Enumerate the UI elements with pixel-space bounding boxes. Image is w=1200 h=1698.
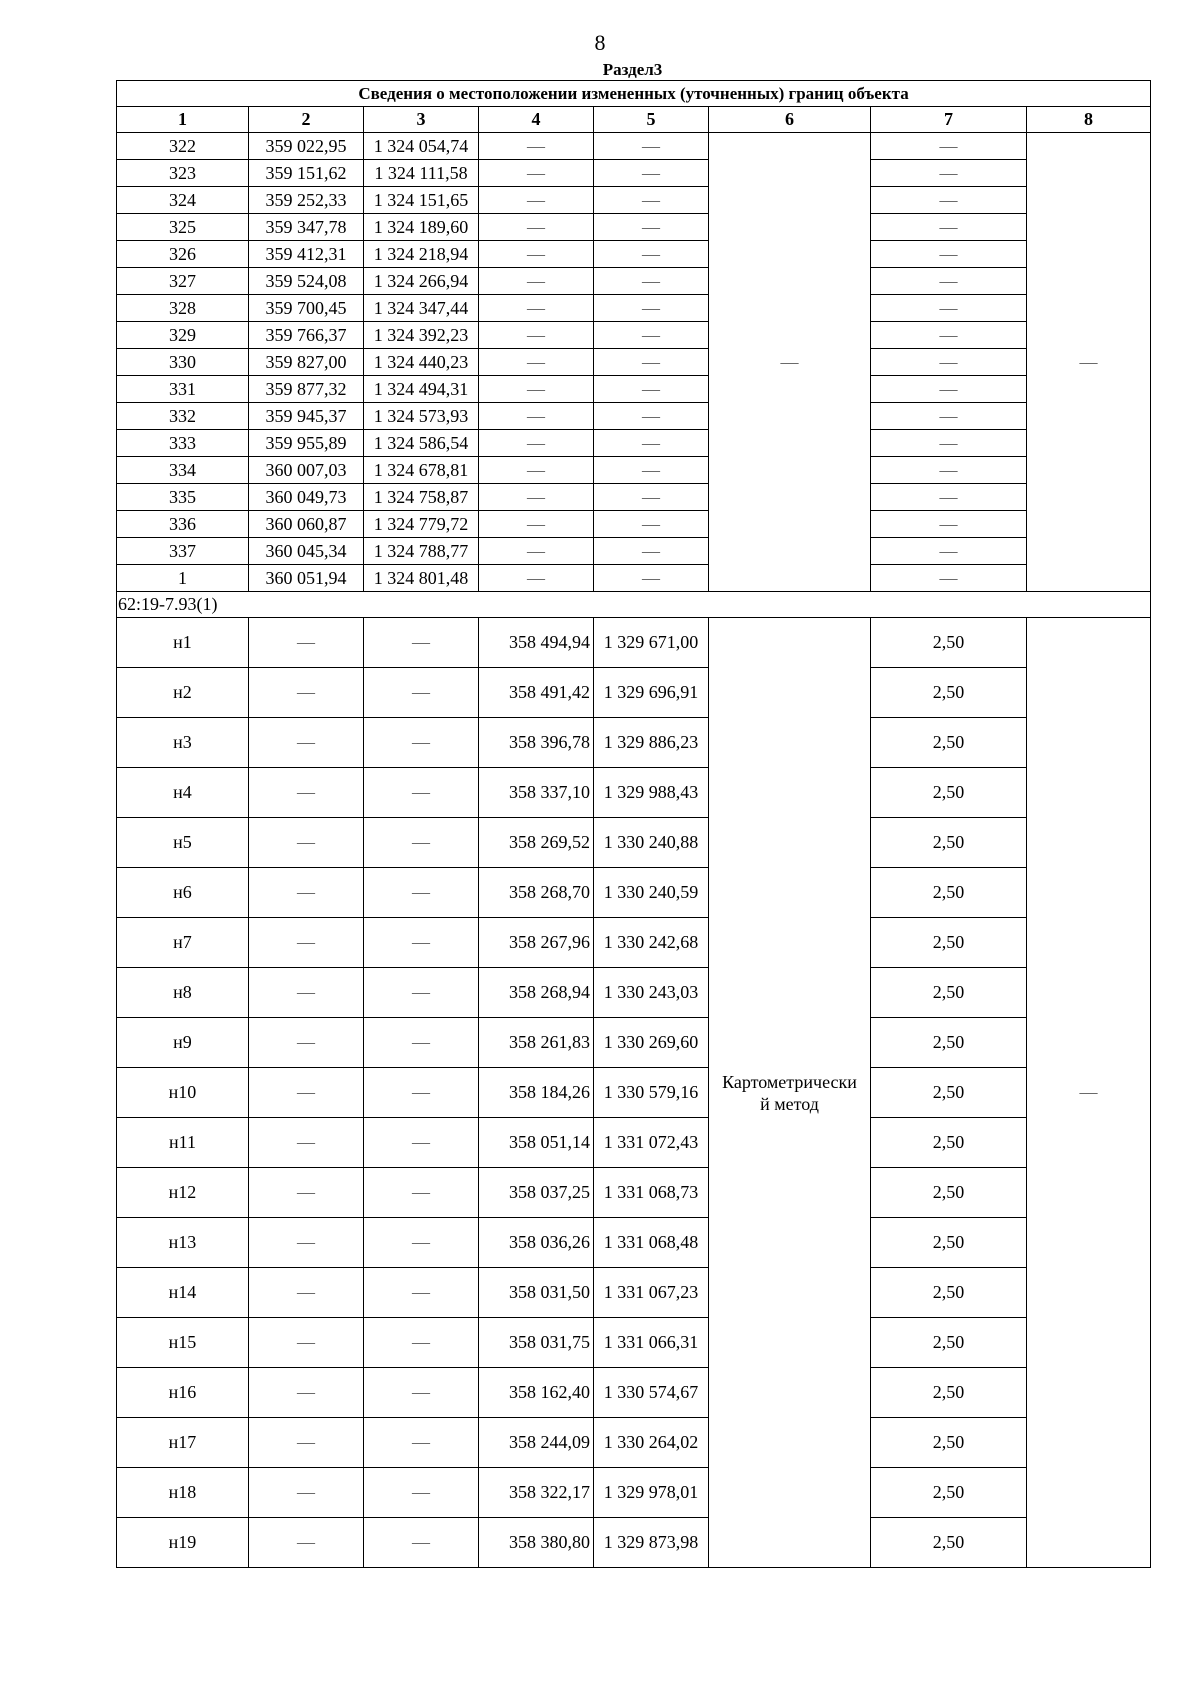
old-x-cell: 359 151,62: [249, 160, 364, 187]
table-row: [117, 1168, 1151, 1218]
new-x-cell: —: [479, 349, 594, 376]
old-y-cell: —: [364, 1318, 479, 1368]
point-number-cell: 331: [117, 376, 249, 403]
table-row: [117, 565, 1151, 592]
old-y-cell: 1 324 779,72: [364, 511, 479, 538]
accuracy-cell: 2,50: [871, 1318, 1027, 1368]
point-number-cell: н17: [117, 1418, 249, 1468]
new-y-cell: 1 331 068,48: [594, 1218, 709, 1268]
accuracy-cell: 2,50: [871, 1168, 1027, 1218]
point-number-cell: н12: [117, 1168, 249, 1218]
new-y-cell: 1 330 264,02: [594, 1418, 709, 1468]
accuracy-cell: 2,50: [871, 1368, 1027, 1418]
point-number-cell: 1: [117, 565, 249, 592]
old-y-cell: —: [364, 868, 479, 918]
new-x-cell: 358 051,14: [479, 1118, 594, 1168]
old-y-cell: —: [364, 668, 479, 718]
point-number-cell: 323: [117, 160, 249, 187]
point-number-cell: н4: [117, 768, 249, 818]
table-row: [117, 1218, 1151, 1268]
point-number-cell: н2: [117, 668, 249, 718]
accuracy-cell: 2,50: [871, 1218, 1027, 1268]
point-number-cell: н9: [117, 1018, 249, 1068]
new-x-cell: 358 337,10: [479, 768, 594, 818]
new-y-cell: —: [594, 457, 709, 484]
column-header: 6: [709, 107, 871, 133]
column-header: 8: [1027, 107, 1151, 133]
table-row: [117, 1068, 1151, 1118]
old-y-cell: 1 324 586,54: [364, 430, 479, 457]
table-row: [117, 818, 1151, 868]
new-y-cell: 1 330 240,59: [594, 868, 709, 918]
new-y-cell: —: [594, 187, 709, 214]
new-x-cell: 358 322,17: [479, 1468, 594, 1518]
new-y-cell: —: [594, 322, 709, 349]
table-row: [117, 214, 1151, 241]
old-y-cell: —: [364, 718, 479, 768]
table-row: [117, 511, 1151, 538]
accuracy-cell: —: [871, 133, 1027, 160]
accuracy-cell: 2,50: [871, 1518, 1027, 1568]
old-x-cell: 359 945,37: [249, 403, 364, 430]
table-row: [117, 484, 1151, 511]
description-cell: —: [1027, 618, 1151, 1568]
accuracy-cell: 2,50: [871, 1268, 1027, 1318]
point-number-cell: н15: [117, 1318, 249, 1368]
table-row: [117, 668, 1151, 718]
table-row: [117, 868, 1151, 918]
new-x-cell: —: [479, 430, 594, 457]
new-y-cell: —: [594, 268, 709, 295]
new-y-cell: —: [594, 484, 709, 511]
old-y-cell: 1 324 266,94: [364, 268, 479, 295]
old-x-cell: —: [249, 868, 364, 918]
old-y-cell: 1 324 573,93: [364, 403, 479, 430]
old-y-cell: 1 324 218,94: [364, 241, 479, 268]
new-y-cell: —: [594, 241, 709, 268]
accuracy-cell: —: [871, 187, 1027, 214]
old-y-cell: —: [364, 1018, 479, 1068]
new-y-cell: —: [594, 430, 709, 457]
old-y-cell: —: [364, 968, 479, 1018]
old-x-cell: 359 252,33: [249, 187, 364, 214]
old-y-cell: —: [364, 1368, 479, 1418]
accuracy-cell: —: [871, 403, 1027, 430]
parcel-label: 62:19-7.93(1): [117, 592, 1151, 618]
new-y-cell: —: [594, 403, 709, 430]
new-x-cell: 358 031,50: [479, 1268, 594, 1318]
point-number-cell: н11: [117, 1118, 249, 1168]
old-x-cell: —: [249, 1468, 364, 1518]
point-number-cell: н18: [117, 1468, 249, 1518]
point-number-cell: н13: [117, 1218, 249, 1268]
new-y-cell: 1 331 068,73: [594, 1168, 709, 1218]
table-row: [117, 403, 1151, 430]
old-y-cell: —: [364, 618, 479, 668]
old-x-cell: —: [249, 1218, 364, 1268]
point-number-cell: 335: [117, 484, 249, 511]
new-y-cell: 1 329 671,00: [594, 618, 709, 668]
new-y-cell: 1 330 574,67: [594, 1368, 709, 1418]
new-x-cell: 358 269,52: [479, 818, 594, 868]
new-y-cell: 1 331 072,43: [594, 1118, 709, 1168]
new-x-cell: 358 268,94: [479, 968, 594, 1018]
table-row: [117, 718, 1151, 768]
point-number-cell: 325: [117, 214, 249, 241]
table-row: [117, 1518, 1151, 1568]
old-x-cell: —: [249, 1418, 364, 1468]
old-y-cell: —: [364, 1418, 479, 1468]
old-y-cell: —: [364, 1268, 479, 1318]
old-x-cell: —: [249, 668, 364, 718]
old-x-cell: 360 049,73: [249, 484, 364, 511]
accuracy-cell: 2,50: [871, 718, 1027, 768]
old-x-cell: 360 060,87: [249, 511, 364, 538]
new-x-cell: —: [479, 268, 594, 295]
new-y-cell: 1 329 978,01: [594, 1468, 709, 1518]
point-number-cell: н8: [117, 968, 249, 1018]
new-y-cell: 1 329 886,23: [594, 718, 709, 768]
new-x-cell: —: [479, 160, 594, 187]
new-y-cell: —: [594, 376, 709, 403]
old-x-cell: —: [249, 818, 364, 868]
new-x-cell: 358 268,70: [479, 868, 594, 918]
old-x-cell: 359 347,78: [249, 214, 364, 241]
accuracy-cell: 2,50: [871, 868, 1027, 918]
old-x-cell: —: [249, 1068, 364, 1118]
point-number-cell: н1: [117, 618, 249, 668]
old-x-cell: —: [249, 718, 364, 768]
table-row: [117, 1418, 1151, 1468]
old-y-cell: —: [364, 1068, 479, 1118]
old-x-cell: —: [249, 1318, 364, 1368]
point-number-cell: н19: [117, 1518, 249, 1568]
old-x-cell: —: [249, 618, 364, 668]
old-x-cell: 359 524,08: [249, 268, 364, 295]
old-y-cell: 1 324 440,23: [364, 349, 479, 376]
old-x-cell: 359 412,31: [249, 241, 364, 268]
new-x-cell: —: [479, 403, 594, 430]
old-x-cell: —: [249, 1368, 364, 1418]
old-x-cell: —: [249, 768, 364, 818]
old-x-cell: —: [249, 1118, 364, 1168]
section-label: Раздел3: [602, 60, 663, 79]
new-x-cell: —: [479, 133, 594, 160]
method-cell: —: [709, 133, 871, 592]
new-x-cell: 358 031,75: [479, 1318, 594, 1368]
accuracy-cell: —: [871, 484, 1027, 511]
new-y-cell: 1 329 988,43: [594, 768, 709, 818]
new-y-cell: 1 330 269,60: [594, 1018, 709, 1068]
accuracy-cell: 2,50: [871, 968, 1027, 1018]
old-x-cell: 360 051,94: [249, 565, 364, 592]
point-number-cell: н16: [117, 1368, 249, 1418]
column-header: 5: [594, 107, 709, 133]
accuracy-cell: —: [871, 322, 1027, 349]
old-y-cell: —: [364, 1168, 479, 1218]
table-row: [117, 133, 1151, 160]
new-x-cell: —: [479, 187, 594, 214]
table-row: [117, 1018, 1151, 1068]
accuracy-cell: —: [871, 511, 1027, 538]
old-x-cell: 359 955,89: [249, 430, 364, 457]
point-number-cell: 328: [117, 295, 249, 322]
table-row: [117, 187, 1151, 214]
point-number-cell: н7: [117, 918, 249, 968]
accuracy-cell: 2,50: [871, 1418, 1027, 1468]
old-x-cell: 359 877,32: [249, 376, 364, 403]
header-row: [117, 107, 1151, 133]
new-y-cell: —: [594, 160, 709, 187]
new-y-cell: 1 330 242,68: [594, 918, 709, 968]
old-y-cell: —: [364, 1518, 479, 1568]
new-x-cell: 358 184,26: [479, 1068, 594, 1118]
point-number-cell: 329: [117, 322, 249, 349]
accuracy-cell: —: [871, 241, 1027, 268]
old-x-cell: 359 700,45: [249, 295, 364, 322]
table-row: [117, 618, 1151, 668]
accuracy-cell: —: [871, 295, 1027, 322]
accuracy-cell: 2,50: [871, 668, 1027, 718]
old-x-cell: 359 022,95: [249, 133, 364, 160]
old-y-cell: 1 324 801,48: [364, 565, 479, 592]
point-number-cell: 322: [117, 133, 249, 160]
new-x-cell: —: [479, 565, 594, 592]
table-row: [117, 241, 1151, 268]
new-y-cell: 1 329 696,91: [594, 668, 709, 718]
description-cell: —: [1027, 133, 1151, 592]
accuracy-cell: 2,50: [871, 768, 1027, 818]
old-x-cell: 359 827,00: [249, 349, 364, 376]
old-x-cell: —: [249, 1268, 364, 1318]
old-x-cell: 359 766,37: [249, 322, 364, 349]
accuracy-cell: 2,50: [871, 1468, 1027, 1518]
old-y-cell: —: [364, 918, 479, 968]
new-x-cell: 358 162,40: [479, 1368, 594, 1418]
new-x-cell: 358 491,42: [479, 668, 594, 718]
parcel-label-row: [117, 592, 1151, 618]
table-row: [117, 376, 1151, 403]
point-number-cell: 333: [117, 430, 249, 457]
old-y-cell: 1 324 054,74: [364, 133, 479, 160]
new-y-cell: 1 331 066,31: [594, 1318, 709, 1368]
table-title: Сведения о местоположении измененных (уточненных) границ объекта: [117, 81, 1151, 107]
old-y-cell: —: [364, 768, 479, 818]
old-x-cell: —: [249, 968, 364, 1018]
new-y-cell: —: [594, 349, 709, 376]
accuracy-cell: —: [871, 538, 1027, 565]
old-y-cell: 1 324 788,77: [364, 538, 479, 565]
new-x-cell: —: [479, 214, 594, 241]
old-y-cell: 1 324 678,81: [364, 457, 479, 484]
new-x-cell: 358 261,83: [479, 1018, 594, 1068]
method-cell: Картометрически й метод: [709, 618, 871, 1568]
point-number-cell: 336: [117, 511, 249, 538]
point-number-cell: н14: [117, 1268, 249, 1318]
table-row: [117, 349, 1151, 376]
new-x-cell: —: [479, 484, 594, 511]
table-row: [117, 295, 1151, 322]
accuracy-cell: 2,50: [871, 818, 1027, 868]
table-row: [117, 1468, 1151, 1518]
new-x-cell: 358 380,80: [479, 1518, 594, 1568]
table-row: [117, 160, 1151, 187]
table-row: [117, 457, 1151, 484]
new-x-cell: 358 396,78: [479, 718, 594, 768]
accuracy-cell: —: [871, 430, 1027, 457]
accuracy-cell: 2,50: [871, 618, 1027, 668]
accuracy-cell: 2,50: [871, 1118, 1027, 1168]
table-row: [117, 1368, 1151, 1418]
new-y-cell: 1 330 243,03: [594, 968, 709, 1018]
table-row: [117, 1318, 1151, 1368]
new-y-cell: 1 329 873,98: [594, 1518, 709, 1568]
point-number-cell: 327: [117, 268, 249, 295]
new-x-cell: —: [479, 322, 594, 349]
column-header: 4: [479, 107, 594, 133]
table-row: [117, 968, 1151, 1018]
new-x-cell: —: [479, 295, 594, 322]
accuracy-cell: —: [871, 214, 1027, 241]
table-row: [117, 918, 1151, 968]
accuracy-cell: —: [871, 160, 1027, 187]
point-number-cell: н10: [117, 1068, 249, 1118]
old-y-cell: —: [364, 1468, 479, 1518]
new-y-cell: —: [594, 511, 709, 538]
table-row: [117, 538, 1151, 565]
old-x-cell: —: [249, 1018, 364, 1068]
new-x-cell: 358 244,09: [479, 1418, 594, 1468]
accuracy-cell: —: [871, 457, 1027, 484]
accuracy-cell: 2,50: [871, 1018, 1027, 1068]
page-number: 8: [594, 30, 606, 55]
old-x-cell: —: [249, 1168, 364, 1218]
new-y-cell: 1 330 579,16: [594, 1068, 709, 1118]
new-x-cell: —: [479, 511, 594, 538]
column-header: 2: [249, 107, 364, 133]
new-x-cell: 358 494,94: [479, 618, 594, 668]
point-number-cell: 326: [117, 241, 249, 268]
old-y-cell: 1 324 189,60: [364, 214, 479, 241]
accuracy-cell: 2,50: [871, 918, 1027, 968]
old-y-cell: 1 324 392,23: [364, 322, 479, 349]
new-y-cell: —: [594, 538, 709, 565]
new-x-cell: —: [479, 457, 594, 484]
old-y-cell: 1 324 111,58: [364, 160, 479, 187]
new-y-cell: 1 331 067,23: [594, 1268, 709, 1318]
new-y-cell: —: [594, 565, 709, 592]
old-y-cell: 1 324 758,87: [364, 484, 479, 511]
point-number-cell: 330: [117, 349, 249, 376]
old-y-cell: —: [364, 1118, 479, 1168]
table-row: [117, 1118, 1151, 1168]
old-y-cell: —: [364, 818, 479, 868]
table-row: [117, 768, 1151, 818]
point-number-cell: н6: [117, 868, 249, 918]
column-header: 1: [117, 107, 249, 133]
accuracy-cell: —: [871, 565, 1027, 592]
new-x-cell: 358 037,25: [479, 1168, 594, 1218]
table-row: [117, 268, 1151, 295]
point-number-cell: 337: [117, 538, 249, 565]
point-number-cell: 334: [117, 457, 249, 484]
new-x-cell: —: [479, 241, 594, 268]
new-x-cell: —: [479, 376, 594, 403]
old-x-cell: 360 007,03: [249, 457, 364, 484]
new-x-cell: 358 267,96: [479, 918, 594, 968]
old-y-cell: —: [364, 1218, 479, 1268]
boundary-table: [116, 80, 1151, 1568]
new-x-cell: —: [479, 538, 594, 565]
old-y-cell: 1 324 151,65: [364, 187, 479, 214]
accuracy-cell: 2,50: [871, 1068, 1027, 1118]
point-number-cell: 332: [117, 403, 249, 430]
accuracy-cell: —: [871, 376, 1027, 403]
new-y-cell: —: [594, 133, 709, 160]
old-x-cell: —: [249, 1518, 364, 1568]
new-y-cell: —: [594, 214, 709, 241]
column-header: 7: [871, 107, 1027, 133]
point-number-cell: н3: [117, 718, 249, 768]
new-x-cell: 358 036,26: [479, 1218, 594, 1268]
column-header: 3: [364, 107, 479, 133]
new-y-cell: —: [594, 295, 709, 322]
old-y-cell: 1 324 494,31: [364, 376, 479, 403]
old-x-cell: —: [249, 918, 364, 968]
table-row: [117, 430, 1151, 457]
point-number-cell: 324: [117, 187, 249, 214]
old-x-cell: 360 045,34: [249, 538, 364, 565]
old-y-cell: 1 324 347,44: [364, 295, 479, 322]
accuracy-cell: —: [871, 349, 1027, 376]
point-number-cell: н5: [117, 818, 249, 868]
table-row: [117, 322, 1151, 349]
accuracy-cell: —: [871, 268, 1027, 295]
new-y-cell: 1 330 240,88: [594, 818, 709, 868]
table-row: [117, 1268, 1151, 1318]
